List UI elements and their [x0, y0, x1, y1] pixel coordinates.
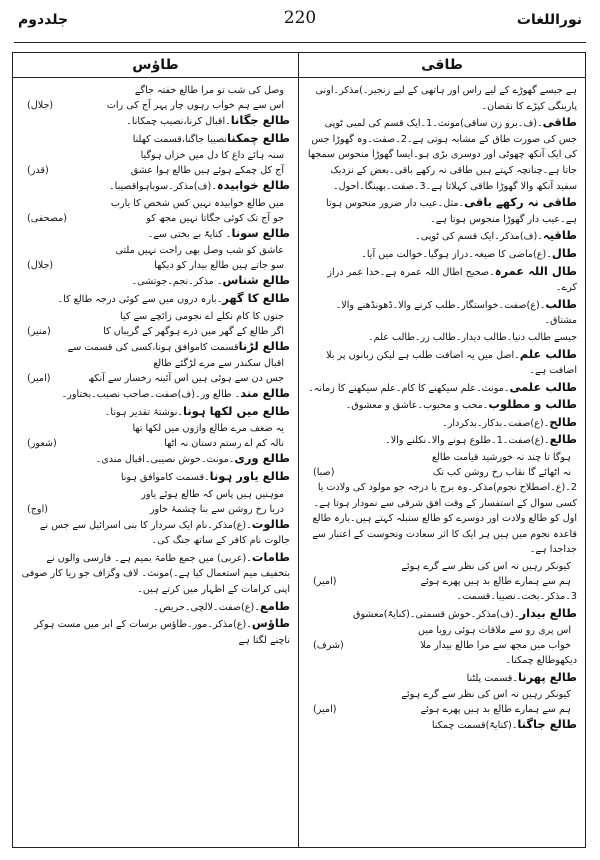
dictionary-entry — [307, 195, 577, 227]
left-column-entries — [13, 78, 298, 648]
poet-attribution: (منیر) — [27, 325, 51, 337]
headword: طالع شناس — [222, 273, 290, 288]
dictionary-entry — [307, 480, 577, 558]
couplet-text: ہم سے ہمارے طالع بد ہیں پھرے ہوئے — [420, 576, 571, 588]
couplet-line — [307, 559, 577, 574]
couplet-line — [21, 163, 290, 178]
couplet-text: موہنیں ہیں پاس کہ طالع ہوئے یاور — [141, 488, 284, 500]
dictionary-entry — [307, 670, 577, 687]
headword: طالع خوابیدہ — [216, 178, 290, 193]
couplet-line — [21, 309, 290, 324]
couplet-text: یہ ضعف مرے طالع واژوں میں لکھا تھا — [132, 423, 284, 435]
definition: ۔قسمت پلٹنا — [466, 672, 518, 684]
poet-attribution: (شعور) — [27, 438, 57, 450]
dictionary-entry — [307, 397, 577, 414]
headword: طال — [551, 245, 577, 260]
couplet — [21, 243, 290, 273]
definition: ۔(ف۔برو زن ساقی)مونث۔1۔ایک قسم کی لمبی ٹوپی جس کی صورت طاق کے مشابہ ہوتی ہے۔2۔صفت۔وہ گھوڑا جس کی ایک آنکھ چھوٹی اور دوسری بڑی ہو۔ایسا گھوڑا منحوس سمجھا جاتا ہے۔چنانچہ کہتے ہیں طاقی نہ رکھے باقی۔بعض کے نزدیک سفید آنکھ والا گھوڑا طاقی کہلاتا ہے۔3۔صفت۔بھینگا۔احول۔ — [307, 118, 577, 192]
headword: طالع پھرنا — [517, 669, 577, 684]
headword: طالع چمکنا — [226, 130, 290, 145]
dictionary-entry — [307, 228, 577, 245]
right-column-heading: طاقی — [299, 53, 585, 78]
headword: طالع بیدار — [519, 605, 577, 620]
definition: ۔مونث۔علم سیکھنے کا کام۔علم سیکھنے کا زمانہ۔ — [308, 382, 510, 394]
couplet-text: نالہ کم اے رستم دستان نہ اٹھا — [164, 438, 284, 450]
dictionary-entry — [307, 380, 577, 397]
poet-attribution: (جلال) — [27, 100, 54, 111]
definition: ۔صحیح اطال اللہ عمرہ ہے۔خدا عمر دراز کرے۔ — [327, 266, 577, 294]
couplet — [21, 148, 290, 178]
couplet-text: کیونکر رہیں نہ اس کی نظر سے گرے ہوئے — [401, 689, 571, 701]
dictionary-entry — [307, 432, 577, 449]
couplet-line — [21, 258, 290, 273]
headword: طال اللہ عمرہ — [494, 263, 577, 278]
couplet — [307, 687, 577, 717]
dictionary-entry — [307, 246, 577, 263]
definition: ۔(ع)مذکر۔نام ایک سردار کا بنی اسرائیل سے جس نے جالوت نام کافر کے ساتھ جنگ کی۔ — [39, 519, 290, 547]
headword: طالع وری — [234, 451, 290, 466]
definition: ۔(ف)مذکر۔خوش قسمتی۔(کنایۃً)معشوق — [353, 608, 520, 620]
couplet-text: عاشق کو شب وصل بھی راحت نہیں ملتی — [115, 245, 284, 257]
right-column-entries — [299, 78, 585, 734]
poet-attribution: (امیر) — [27, 373, 51, 385]
headword: طالب علم — [519, 346, 577, 361]
couplet-text: اس پری رو سے ملاقات ہوئی رویا میں — [418, 625, 571, 637]
dictionary-entry — [21, 386, 290, 403]
definition: ۔(عربی) میں جمع طامۃ بمیم ہے۔ فارسی والوں نے بتخفیف میم استعمال کیا ہے۔)مونث۔ لاف وگزاف جو ریا کار صوفی اپنی کرامات کے اظہار میں کرتے ہیں۔ — [21, 552, 290, 595]
couplet-text: وصل کی شب تو مرا طالع خفتہ جاگے — [134, 85, 284, 96]
couplet — [21, 196, 290, 226]
dictionary-entry — [21, 469, 290, 486]
couplet-line — [21, 211, 290, 226]
poet-attribution: (امیر) — [313, 704, 337, 716]
headword: طاؤس — [251, 616, 290, 631]
definition: 3۔مذکر۔بخت۔نصیبا۔قسمت۔ — [456, 591, 577, 603]
definition: ۔(ع)صفت۔خواستگار۔طلب کرنے والا۔ڈھونڈھنے والا۔مشتاق۔ — [335, 299, 577, 327]
couplet-text: اس سے ہم خواب رہوں چار پہر آج کی رات — [106, 100, 284, 111]
definition: دیکھوطالع چمکنا۔ — [505, 655, 577, 667]
couplet-line — [21, 148, 290, 163]
couplet-line — [21, 98, 290, 113]
dictionary-entry — [21, 291, 290, 308]
dictionary-entry — [307, 115, 577, 194]
dictionary-entry — [307, 347, 577, 379]
dictionary-entry — [307, 297, 577, 329]
couplet-line — [21, 487, 290, 502]
definition: ۔(ع)صفت۔1۔طلوع ہونے والا۔نکلنے والا۔ — [385, 435, 550, 447]
couplet-text: جو آج تک کوئی جگاتا نہیں مجھ کو — [146, 212, 284, 224]
volume-label: جلددوم — [18, 12, 69, 28]
dictionary-entry — [307, 606, 577, 623]
headword: طالب — [545, 296, 577, 311]
couplet-line — [307, 574, 577, 589]
left-column-heading: طاؤس — [13, 53, 298, 78]
definition: ۔قسمت کاموافق ہونا — [120, 471, 210, 483]
dictionary-entry — [21, 339, 290, 356]
definition: قسمت کاموافق ہونا،کسی کی قسمت سے — [67, 341, 239, 353]
couplet-text: آج کل چمکے ہوئے ہیں طالع ہوا عشق — [130, 165, 284, 177]
dictionary-entry — [21, 599, 290, 616]
definition: ۔ مذکر۔نجم۔جوتشی۔ — [131, 276, 223, 288]
dictionary-entry — [21, 273, 290, 290]
couplet-text: سنہ ہائے داغ کا دل میں خزاں ہوگیا — [140, 150, 284, 162]
page-frame — [12, 52, 586, 848]
headword: طالوت — [251, 516, 290, 531]
poet-attribution: (امیر) — [313, 576, 337, 588]
definition: 2۔(ع۔اصطلاح نجوم)مذکر۔وہ برج یا درجہ جو مولود کی ولادت یا کسی سوال کے استفسار کے وقت افق شرقی سے نمودار ہوتا ہے۔اول کو طالع ولادت اور دوسرے کو طالع سنبلہ کہتے ہیں۔بارہ طالع قاعدہ نجوم میں ہیں ہر ایک کا اثر سعادت ونحوست کے اعتبار سے جداجدا ہے۔ — [312, 482, 577, 556]
definition: ۔مونث۔خوش نصیبی۔اقبال مندی۔ — [95, 454, 235, 466]
dictionary-entry — [21, 178, 290, 195]
headword: طاقیہ — [542, 228, 577, 243]
dictionary-entry — [21, 404, 290, 421]
headword: طالب علمی — [509, 379, 577, 394]
poet-attribution: (اوج) — [27, 503, 48, 515]
dictionary-entry — [21, 226, 290, 243]
dictionary-entry — [21, 517, 290, 549]
dictionary-entry — [307, 415, 577, 432]
couplet-text: میں طالع خوابیدہ نہیں کس شخص کا یارب — [110, 197, 284, 209]
couplet — [21, 309, 290, 339]
couplet-text: کیونکر رہیں نہ اس کی نظر سے گرے ہوئے — [401, 561, 571, 573]
book-title: نوراللغات — [516, 12, 582, 28]
dictionary-entry — [21, 113, 290, 130]
definition: ۔(ع)صفت۔لالچی۔حریص۔ — [153, 601, 260, 613]
couplet-line — [21, 196, 290, 211]
headword: طالع کا گھر — [222, 290, 290, 305]
headword: طالع جاگنا — [517, 717, 577, 732]
couplet-line — [21, 436, 290, 451]
couplet — [307, 559, 577, 589]
dictionary-entry — [307, 83, 577, 114]
couplet-text: جنوں کا کام نکلے اے نجومی زائچے سے کیا — [120, 310, 284, 322]
header-rule — [14, 42, 586, 43]
headword: طاقی نہ رکھے باقی — [464, 195, 577, 210]
poet-attribution: (قدر) — [27, 165, 49, 177]
definition: ۔(کنایۃً)قسمت چمکنا — [431, 720, 518, 732]
couplet-line — [21, 502, 290, 517]
definition: ۔اصل میں یہ اضافت طلب ہے لیکن زبانوں پر بلا اضافت ہے۔ — [326, 349, 577, 377]
headword: طامات — [251, 549, 290, 564]
definition: ہے جیسے گھوڑے کے لیے راس اور ہاتھی کے لیے زنجیر۔)مذکر۔اونی پارینگی کپڑے کا نقصان۔ — [315, 85, 577, 112]
definition: ۔ طالع ور۔(ف)صفت۔صاحب نصیب۔بختاور۔ — [61, 389, 241, 401]
couplet-line — [307, 702, 577, 717]
couplet-text: نہ اٹھائے گا نقاب رخ روشن کب تک — [432, 467, 571, 479]
dictionary-entry — [307, 653, 577, 669]
couplet — [21, 83, 290, 113]
dictionary-entry — [21, 451, 290, 468]
couplet — [21, 356, 290, 386]
definition: ۔نوشتۂ تقدیر ہونا۔ — [104, 406, 183, 418]
couplet-line — [21, 356, 290, 371]
couplet-line — [307, 687, 577, 702]
couplet — [307, 623, 577, 653]
headword: طالع جگانا — [230, 113, 290, 127]
page-number: 220 — [283, 8, 317, 28]
couplet — [21, 487, 290, 517]
headword: طالع — [549, 432, 577, 447]
couplet-text: اقبال سکندر سے مرے لڑگئے طالع — [153, 358, 284, 370]
right-column — [299, 53, 585, 847]
dictionary-entry — [21, 131, 290, 148]
left-column — [13, 53, 299, 847]
couplet-text: سو جاتے ہیں طالع بیدار کو دیکھا — [154, 260, 284, 272]
poet-attribution: (صبا) — [313, 467, 335, 479]
couplet-line — [21, 371, 290, 386]
dictionary-entry — [307, 264, 577, 296]
couplet-line — [307, 638, 577, 653]
headword: طالع مند — [240, 386, 290, 401]
definition: ۔ کنایۃً بے بختی سے۔ — [147, 228, 232, 240]
headword: طاقی — [542, 115, 577, 130]
couplet-line — [21, 421, 290, 436]
headword: طامع — [259, 598, 290, 613]
dictionary-entry — [21, 550, 290, 598]
couplet-line — [307, 450, 577, 465]
couplet-text: اگر طالع کے گھر میں ذرے ہوگھر کے گریباں کا — [103, 325, 284, 337]
couplet-line — [21, 243, 290, 258]
page-header — [14, 8, 586, 44]
dictionary-entry — [21, 616, 290, 648]
dictionary-entry — [307, 717, 577, 734]
headword: طالح — [549, 414, 577, 429]
definition: ۔(ف)مذکر۔ایک قسم کی ٹوپی۔ — [415, 231, 543, 243]
couplet-text: خواب میں مجھ سے مرا طالع بیدار ملا — [420, 640, 571, 652]
poet-attribution: (مصحفی) — [27, 212, 67, 224]
couplet-text: ہوگا تا چند نہ خورشید قیامت طالع — [431, 452, 571, 464]
headword: طالع لڑنا — [238, 338, 290, 353]
definition: ۔اقبال کرنا،نصیب چمکانا۔ — [126, 116, 231, 127]
definition: ۔محب و محبوب۔عاشق و معشوق۔ — [345, 400, 489, 412]
couplet-text: جس دن سے ہوئی ہیں اس آئینہ رخسار سے آنکھ — [88, 373, 284, 385]
definition: ۔مثل۔عیب دار ضرور منحوس ہوتا ہے۔عیب دار گھوڑا منحوس ہوتا ہے۔ — [326, 198, 577, 225]
headword: طالع یاور ہونا — [209, 468, 290, 483]
headword: طالب و مطلوب — [488, 397, 577, 412]
headword: طالع سونا — [231, 225, 290, 240]
couplet-text: دریا رخ روشن سے بنا چشمۂ خاور — [149, 503, 284, 515]
couplet-line — [21, 83, 290, 98]
definition: نصیبا جاگنا،قسمت کھلنا — [132, 133, 227, 145]
definition: ۔بارہ دروں میں سے کوئی درجہ طالع کا۔ — [57, 293, 223, 305]
couplet-line — [307, 465, 577, 480]
poet-attribution: (جلال) — [27, 260, 54, 272]
definition: ۔(ف)مذکر۔سوباہواقصیبا۔ — [109, 181, 217, 193]
couplet — [21, 421, 290, 451]
headword: طالع میں لکھا ہونا — [183, 403, 290, 418]
definition: جیسے طالب دنیا۔طالب دیدار۔طالب زر۔طالب علم۔ — [368, 331, 577, 343]
couplet-line — [21, 324, 290, 339]
dictionary-entry — [307, 589, 577, 605]
poet-attribution: (شرف) — [313, 640, 344, 652]
definition: ۔(ع)ماضی کا صیغہ۔دراز ہوگیا۔خوالت میں آیا۔ — [361, 248, 552, 260]
couplet-line — [307, 623, 577, 638]
couplet — [307, 450, 577, 480]
definition: ۔(ع)صفت۔بدکار۔بدکردار۔ — [442, 417, 550, 429]
couplet-text: ہم سے ہمارے طالع بد ہیں پھرے ہوئے — [420, 704, 571, 716]
definition: ۔(ع)مذکر۔مور۔طاؤس برسات کے ابر میں مست ہوکر ناچنے لگتا ہے — [34, 619, 290, 646]
dictionary-entry — [307, 330, 577, 346]
